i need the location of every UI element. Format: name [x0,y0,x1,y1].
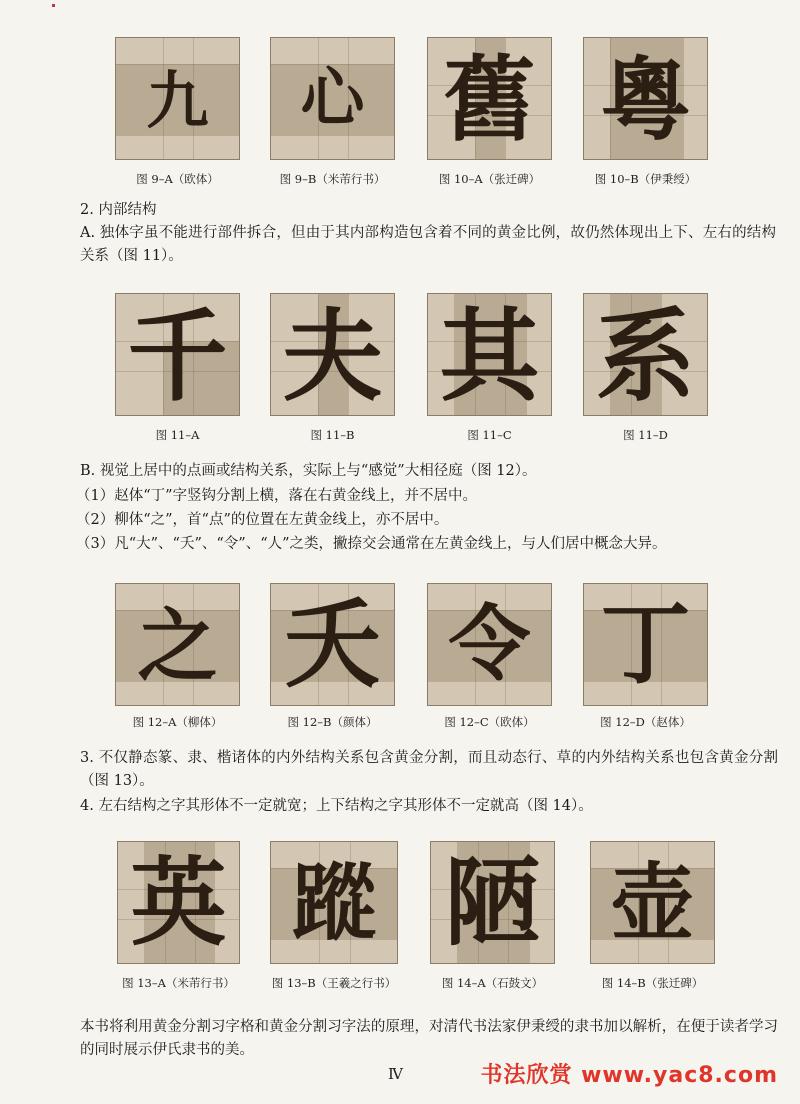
caption: 图 13–A（米芾行书） [122,976,235,990]
grid-box [583,293,708,416]
grid-box [590,841,715,964]
glyph: 夭 [284,588,381,701]
figure-13b [270,841,398,990]
caption: 图 12–D（赵体） [600,715,691,729]
glyph: 令 [448,596,531,692]
glyph: 千 [127,297,228,415]
closing-paragraph: 本书将利用黄金分割习字格和黄金分割习字法的原理，对清代书法家伊秉绶的隶书加以解析，在便于读者学习的同时展示伊氏隶书的美。 [80,1019,778,1058]
caption: 图 10–B（伊秉绶） [594,172,697,186]
section-4-para: 4. 左右结构之字其形体不一定就宽；上下结构之字其形体不一定就高（图 14）。 [80,798,593,814]
grid-box [427,37,552,160]
caption: 图 9–A（欧体） [136,172,219,186]
grid-box [430,841,555,964]
caption: 图 12–B（颜体） [287,715,378,729]
glyph: 舊 [443,46,536,154]
figure-12d [583,583,708,729]
grid-box [115,293,240,416]
caption: 图 11–A [155,428,200,442]
caption: 图 12–C（欧体） [444,715,535,729]
grid-box [270,37,395,160]
grid-box [117,841,240,964]
glyph: 系 [595,297,696,415]
grid-box [115,583,240,706]
caption: 图 11–D [623,428,668,442]
glyph: 陋 [444,846,541,959]
grid-box [270,293,395,416]
section-2-para-a: A. 独体字虽不能进行部件拆合，但由于其内部构造包含着不同的黄金比例，故仍然体现出上下、左右的结构关系（图 11）。 [80,225,776,264]
section-3-para: 3. 不仅静态篆、隶、楷诸体的内外结构关系包含黄金分割，而且动态行、草的内外结构关系也包含黄金分割（图 13）。 [80,750,778,789]
grid-box [270,583,395,706]
figure-12b [270,583,395,729]
glyph: 蹤 [291,853,376,952]
grid-box [427,583,552,706]
figure-10a [427,37,552,186]
section-b-item-3: （3）凡“大”、“夭”、“令”、“人”之类，撇捺交会通常在左黄金线上，与人们居中概念大异。 [76,536,667,552]
glyph: 心 [300,61,365,136]
figure-11a [115,293,240,442]
figure-9b [270,37,395,186]
glyph: 其 [439,297,540,415]
corner-mark [52,4,55,7]
figure-12a [115,583,240,729]
caption: 图 12–A（柳体） [132,715,223,729]
section-b-para: B. 视觉上居中的点画或结构关系，实际上与“感觉”大相径庭（图 12）。 [80,463,537,479]
section-2-heading: 2. 内部结构 [80,202,157,218]
section-b-item-1: （1）赵体“丁”字竖钩分割上横，落在右黄金线上，并不居中。 [76,488,478,504]
caption: 图 14–B（张迁碑） [601,976,704,990]
caption: 图 9–B（米芾行书） [279,172,386,186]
figure-11b [270,293,395,442]
grid-box [583,37,708,160]
figure-10b [583,37,708,186]
glyph: 壶 [610,853,695,952]
figure-14b [590,841,715,990]
figure-11c [427,293,552,442]
glyph: 丁 [600,591,691,697]
caption: 图 11–B [310,428,355,442]
grid-box [115,37,240,160]
grid-box [270,841,398,964]
glyph: 英 [130,846,227,959]
caption: 图 11–C [467,428,512,442]
figure-9a [115,37,240,186]
section-b-item-2: （2）柳体“之”，首“点”的位置在左黄金线上，亦不居中。 [76,512,449,528]
glyph: 夫 [282,297,383,415]
caption: 图 14–A（石鼓文） [441,976,544,990]
glyph: 九 [146,64,209,137]
page-number: Ⅳ [388,1065,403,1083]
figure-11d [583,293,708,442]
figure-13a [117,841,240,990]
figure-14a [430,841,555,990]
grid-box [583,583,708,706]
site-watermark: 书法欣赏 www.yac8.com [480,1063,778,1088]
grid-box [427,293,552,416]
figure-12c [427,583,552,729]
caption: 图 13–B（王羲之行书） [271,976,397,990]
glyph: 之 [137,599,218,693]
glyph: 粵 [600,47,691,153]
caption: 图 10–A（张迁碑） [438,172,541,186]
